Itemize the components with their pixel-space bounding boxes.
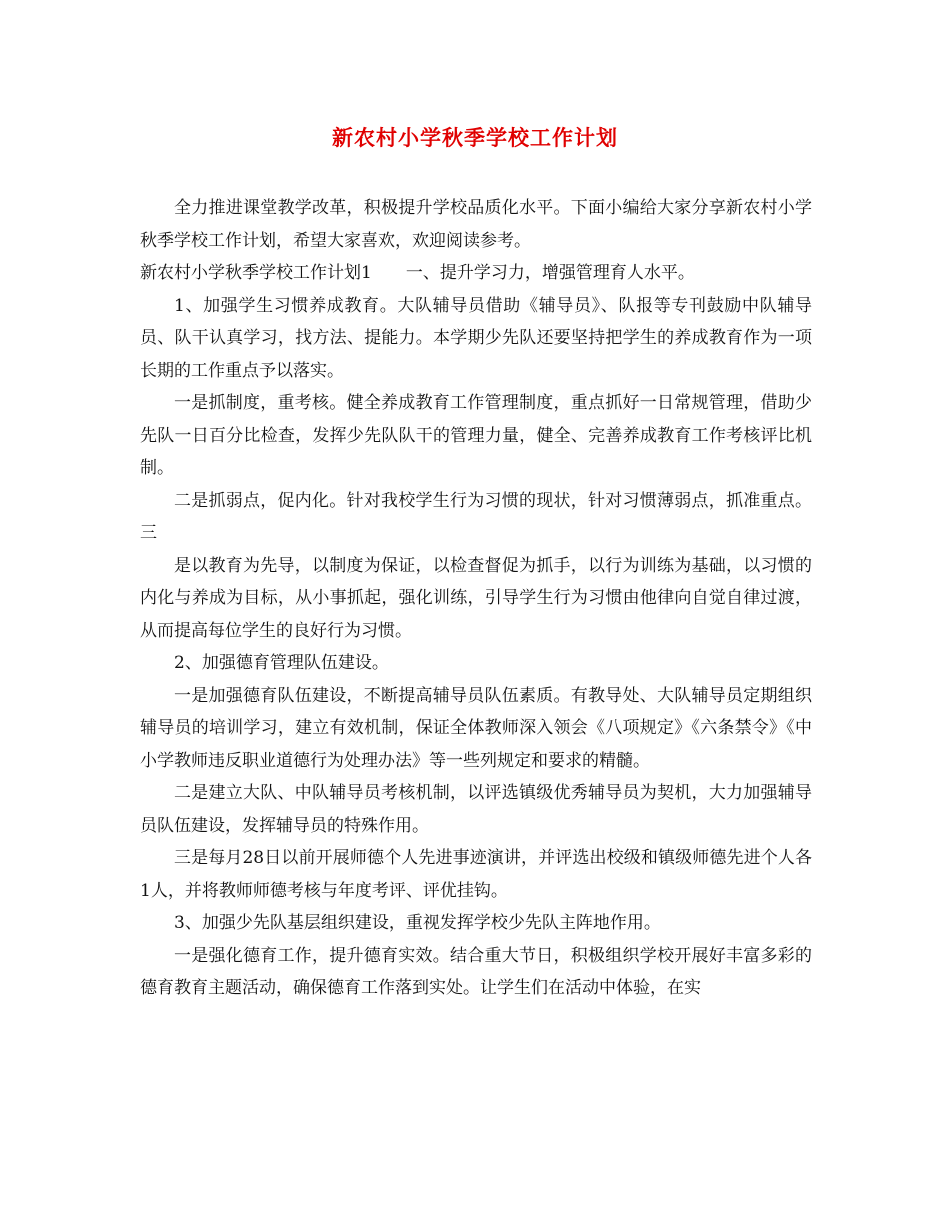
paragraph: 一是抓制度，重考核。健全养成教育工作管理制度，重点抓好一日常规管理，借助少先队一日百分比检查，发挥少先队队干的管理力量，健全、完善养成教育工作考核评比机制。 bbox=[140, 393, 812, 478]
intro-paragraph: 全力推进课堂教学改革，积极提升学校品质化水平。下面小编给大家分享新农村小学秋季学校工作计划，希望大家喜欢，欢迎阅读参考。 bbox=[140, 198, 812, 251]
paragraph: 2、加强德育管理队伍建设。 bbox=[174, 653, 389, 673]
plan-subtitle: 新农村小学秋季学校工作计划1 bbox=[140, 263, 372, 283]
document-body bbox=[140, 192, 812, 1005]
section-heading: 一、提升学习力，增强管理育人水平。 bbox=[405, 263, 695, 283]
paragraph: 是以教育为先导，以制度为保证，以检查督促为抓手，以行为训练为基础，以习惯的内化与养成为目标，从小事抓起，强化训练，引导学生行为习惯由他律向自觉自律过渡，从而提高每位学生的良好行为习惯。 bbox=[140, 555, 812, 641]
paragraph: 一是加强德育队伍建设，不断提高辅导员队伍素质。有教导处、大队辅导员定期组织辅导员的培训学习，建立有效机制，保证全体教师深入领会《八项规定》《六条禁令》《中小学教师违反职业道德行为处理办法》等一些列规定和要求的精髓。 bbox=[140, 685, 812, 771]
paragraph: 二是建立大队、中队辅导员考核机制，以评选镇级优秀辅导员为契机，大力加强辅导员队伍建设，发挥辅导员的特殊作用。 bbox=[140, 783, 812, 836]
document-title: 新农村小学秋季学校工作计划 bbox=[332, 125, 618, 150]
paragraph: 1、加强学生习惯养成教育。大队辅导员借助《辅导员》、队报等专刊鼓励中队辅导员、队干认真学习，找方法、提能力。本学期少先队还要坚持把学生的养成教育作为一项长期的工作重点予以落实。 bbox=[140, 295, 812, 381]
paragraph: 一是强化德育工作，提升德育实效。结合重大节日，积极组织学校开展好丰富多彩的德育教育主题活动，确保德育工作落到实处。让学生们在活动中体验，在实 bbox=[140, 945, 812, 998]
paragraph: 三是每月28日以前开展师德个人先进事迹演讲，并评选出校级和镇级师德先进个人各1人，并将教师师德考核与年度考评、评优挂钩。 bbox=[140, 848, 812, 901]
paragraph: 3、加强少先队基层组织建设，重视发挥学校少先队主阵地作用。 bbox=[174, 913, 661, 933]
paragraph: 二是抓弱点，促内化。针对我校学生行为习惯的现状，针对习惯薄弱点，抓准重点。三 bbox=[140, 490, 812, 543]
section-heading-line bbox=[140, 257, 812, 290]
